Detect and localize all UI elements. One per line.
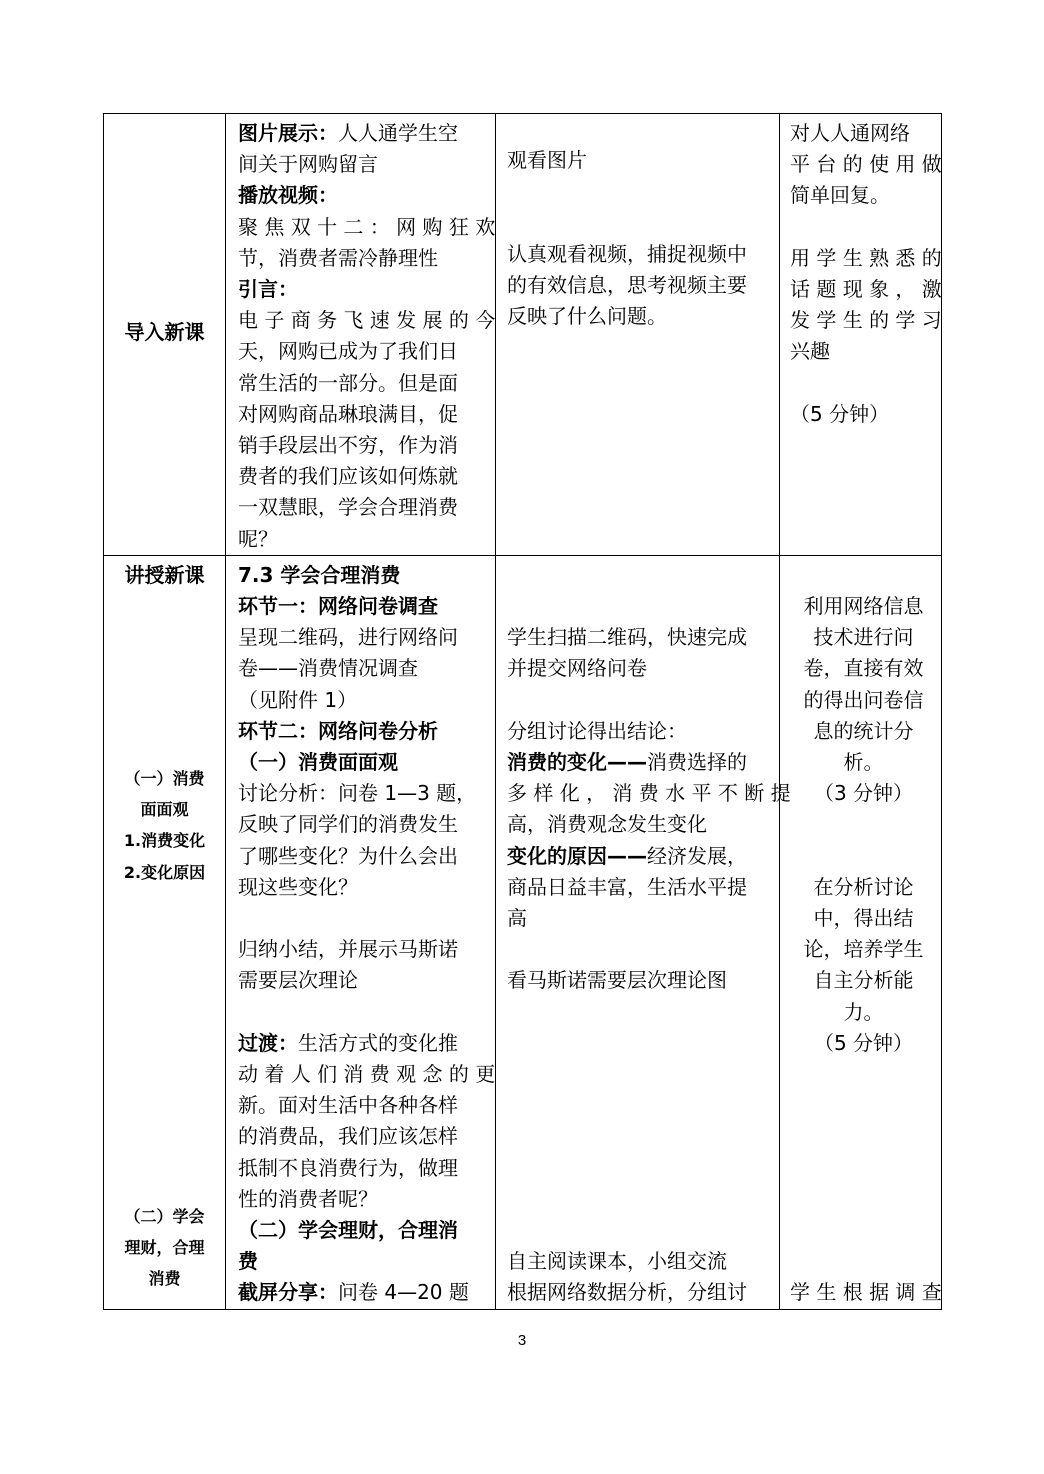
student-activity-text: 分组讨论得出结论： [507,718,687,743]
teacher-activity-line [238,180,489,211]
teacher-activity-intro [226,114,496,556]
student-activity-line [507,685,773,716]
teacher-activity-keyword: （一）消费面面观 [238,750,398,775]
student-activity-line [507,747,773,778]
teacher-activity-line [238,1184,489,1215]
student-activity-text: 多 样 化 ， 消 费 水 平 不 断 提 [507,781,791,806]
design-intent-line [790,212,937,243]
student-activity-line [507,591,773,622]
student-activity-line [507,653,773,684]
teacher-activity-line [238,274,489,305]
design-intent-line: 卷，直接有效 [803,656,924,681]
teacher-activity-line [238,716,489,747]
teacher-activity-line [238,1246,489,1277]
student-activity-line [507,997,773,1028]
teacher-activity-text: 呢？ [238,526,278,551]
student-activity-line [507,903,773,934]
design-intent-line [790,1246,937,1277]
design-intent-line: 兴趣 [790,339,830,364]
design-intent-line: 中，得出结 [813,906,914,931]
design-intent-line: 息的统计分 [813,718,914,743]
teacher-activity-keyword: 环节二：网络问卷分析 [238,718,438,743]
table-row-intro [104,114,942,556]
student-activity-line [507,1153,773,1184]
student-lines-intro [496,114,779,332]
student-activity-line [507,872,773,903]
teacher-activity-text: 一双慧眼，学会合理消费 [238,495,458,520]
teacher-activity-line [238,336,489,367]
teacher-activity-text: 新。面对生活中各种各样 [238,1093,458,1118]
student-activity-line [507,1059,773,1090]
teacher-activity-line [238,212,496,243]
teacher-activity-keyword: 环节一：网络问卷调查 [238,594,438,619]
design-intent-line [790,809,937,840]
design-intent-line [790,1090,937,1121]
design-intent-line: 学 生 根 据 调 查 [790,1280,942,1305]
teacher-activity-line [238,243,489,274]
student-activity-line: 的有效信息，思考视频主要 [507,272,747,297]
lesson-plan-table [103,113,942,1310]
design-intent-line: 平 台 的 使 用 做 [790,152,942,177]
teacher-activity-line [238,399,489,430]
teacher-activity-text: 聚 焦 双 十 二 ： 网 购 狂 欢 [238,214,496,239]
student-activity-line [507,176,773,207]
teacher-activity-keyword: 费 [238,1249,258,1274]
teacher-activity-text: 销手段层出不穷，作为消 [238,433,458,458]
student-activity-line [507,1184,773,1215]
student-lines-new-lesson [496,556,791,1309]
teacher-activity-line [238,461,489,492]
stage-sublabel-line: 消费 [148,1269,181,1289]
teacher-activity-line [238,622,489,653]
table-row-new-lesson [104,555,942,1309]
student-activity-intro [496,114,780,556]
stage-sublabel-line: （二）学会 [124,1206,205,1226]
student-activity-text: 高，消费观念发生变化 [507,812,707,837]
design-intent-line [790,1153,937,1184]
teacher-activity-line [238,872,489,903]
teacher-activity-keyword: 图片展示： [238,121,338,145]
teacher-activity-text: 常生活的一部分。但是面 [238,370,458,395]
teacher-activity-text: 卷——消费情况调查 [238,656,418,681]
student-activity-line [507,1090,773,1121]
design-intent-line [790,368,937,399]
teacher-activity-line [238,778,489,809]
design-intent-line [790,1059,937,1090]
student-activity-keyword: 消费的变化—— [507,750,647,775]
stage-sublabel-line: （一）消费 [124,769,205,789]
teacher-activity-text: 反映了同学们的消费发生 [238,812,458,837]
design-intent-line: 话 题 现 象 ， 激 [790,277,942,301]
teacher-activity-line [238,685,489,716]
teacher-activity-line [238,1090,489,1121]
teacher-activity-line [238,430,489,461]
teacher-activity-keyword: 引言： [238,277,298,302]
stage-sublabel-line: 1.消费变化 [123,831,206,851]
design-intent-line: 利用网络信息 [803,594,924,619]
stage-cell-intro [104,114,226,556]
teacher-activity-new-lesson [226,555,496,1309]
student-activity-line: 观看图片 [507,148,587,173]
teacher-activity-line [238,368,489,399]
intent-lines-new-lesson [780,556,941,1309]
student-activity-line [507,1028,773,1059]
stage-label-new-lesson: 讲授新课 [124,562,205,587]
intent-lines-intro [780,114,941,430]
stage-sublabel-line: 理财，合理 [124,1238,205,1258]
design-intent-line: 发 学 生 的 学 习 [790,308,942,333]
teacher-activity-line [238,1028,489,1059]
teacher-activity-keyword: 播放视频： [238,183,338,208]
design-intent-line: 技术进行问 [813,625,914,650]
teacher-activity-line [238,305,496,336]
teacher-activity-line [238,1153,489,1184]
teacher-activity-text: 呈现二维码，进行网络问 [238,625,458,650]
teacher-activity-line [238,903,489,934]
student-activity-text: 经济发展， [647,843,747,868]
teacher-activity-line [238,997,489,1028]
design-intent-line: （3 分钟） [813,781,914,806]
student-activity-line [507,934,773,965]
teacher-activity-text: 生活方式的变化推 [298,1030,458,1055]
teacher-activity-line [238,524,489,555]
teacher-activity-text: 天，网购已成为了我们日 [238,339,458,364]
teacher-activity-text: 了哪些变化？为什么会出 [238,843,458,868]
teacher-activity-line [238,118,489,149]
teacher-activity-text: 需要层次理论 [238,968,358,993]
teacher-activity-line [238,560,489,591]
student-activity-line [507,841,773,872]
design-intent-line: 论，培养学生 [803,937,924,962]
teacher-activity-text: 间关于网购留言 [238,152,378,177]
design-intent-line: 力。 [843,999,884,1024]
teacher-activity-line [238,809,489,840]
student-activity-keyword: 变化的原因—— [507,843,647,868]
student-activity-line [507,1121,773,1152]
design-intent-line: 在分析讨论 [813,874,914,899]
teacher-activity-text: 现这些变化？ [238,874,358,899]
teacher-lines-intro [226,114,495,555]
page-number: 3 [517,1332,527,1349]
student-activity-text: 根据网络数据分析，分组讨 [507,1280,747,1305]
student-activity-new-lesson [496,555,791,1309]
teacher-activity-line [238,591,489,622]
student-activity-line: 认真观看视频，捕捉视频中 [507,241,747,266]
student-activity-line [507,716,773,747]
teacher-activity-line [238,653,489,684]
design-intent-line: （5 分钟） [813,1030,914,1055]
student-activity-text: 消费选择的 [647,750,747,775]
student-activity-line [507,560,773,591]
design-intent-line [790,1121,937,1152]
teacher-activity-text: 电 子 商 务 飞 速 发 展 的 今 [238,308,496,333]
stage-sublabel-line: 2.变化原因 [123,862,206,882]
design-intent-line: 析。 [843,750,884,775]
teacher-activity-keyword: （二）学会理财，合理消 [238,1218,458,1243]
teacher-activity-text: 节，消费者需冷静理性 [238,245,438,270]
student-activity-text: 学生扫描二维码，快速完成 [507,625,747,650]
teacher-activity-line [238,149,489,180]
student-activity-line: 反映了什么问题。 [507,304,667,329]
student-activity-line [507,778,791,809]
teacher-activity-text: （见附件 1） [238,687,358,712]
design-intent-line: 用 学 生 熟 悉 的 [790,245,942,270]
teacher-activity-text: 讨论分析：问卷 1—3 题， [238,781,477,806]
student-activity-line [507,622,773,653]
design-intent-new-lesson [780,555,942,1309]
student-activity-text: 看马斯诺需要层次理论图 [507,968,727,993]
teacher-activity-line [238,492,489,523]
design-intent-line: 的得出问卷信 [803,687,924,712]
teacher-activity-text: 抵制不良消费行为，做理 [238,1155,458,1180]
teacher-lines-new-lesson [226,556,495,1309]
teacher-activity-text: 问卷 4—20 题 [338,1280,469,1305]
stage-sublabel-line: 面面观 [140,800,189,820]
teacher-activity-text: 动 着 人 们 消 费 观 念 的 更 [238,1062,496,1087]
stage-label-intro: 导入新课 [124,319,205,344]
student-activity-text: 高 [507,906,527,931]
teacher-activity-line [238,934,489,965]
student-activity-text: 并提交网络问卷 [507,656,647,681]
stage-sublabel-consumption [104,763,225,888]
teacher-activity-text: 对网购商品琳琅满目，促 [238,401,458,426]
teacher-activity-text: 人人通学生空 [338,121,458,145]
stage-cell-new-lesson [104,555,226,1309]
student-activity-line [507,208,773,239]
design-intent-line [790,1184,937,1215]
teacher-activity-line [238,1059,496,1090]
design-intent-line: 自主分析能 [813,968,914,993]
design-intent-line: （5 分钟） [790,401,890,426]
teacher-activity-keyword: 7.3 学会合理消费 [238,562,401,587]
teacher-activity-line [238,1215,489,1246]
teacher-activity-text: 性的消费者呢？ [238,1186,378,1211]
teacher-activity-text: 归纳小结，并展示马斯诺 [238,937,458,962]
teacher-activity-line [238,1121,489,1152]
student-activity-line [507,114,773,145]
teacher-activity-text: 的消费品，我们应该怎样 [238,1124,458,1149]
student-activity-text: 自主阅读课本，小组交流 [507,1249,727,1274]
student-activity-line [507,965,773,996]
student-activity-line [507,1246,773,1277]
design-intent-line: 简单回复。 [790,183,890,208]
student-activity-text: 商品日益丰富，生活水平提 [507,874,747,899]
stage-sublabel-finance [104,1201,225,1295]
student-activity-line [507,1277,773,1308]
teacher-activity-text: 费者的我们应该如何炼就 [238,464,458,489]
teacher-activity-keyword: 过渡： [238,1030,298,1055]
teacher-activity-line [238,1277,489,1308]
teacher-activity-line [238,965,489,996]
student-activity-line [507,1215,773,1246]
design-intent-line [790,560,937,591]
design-intent-line: 对人人通网络 [790,121,910,145]
teacher-activity-keyword: 截屏分享： [238,1280,338,1305]
teacher-activity-line [238,747,489,778]
design-intent-line [790,841,937,872]
design-intent-intro [780,114,942,556]
student-activity-line [507,809,773,840]
design-intent-line [790,1215,937,1246]
teacher-activity-line [238,841,489,872]
